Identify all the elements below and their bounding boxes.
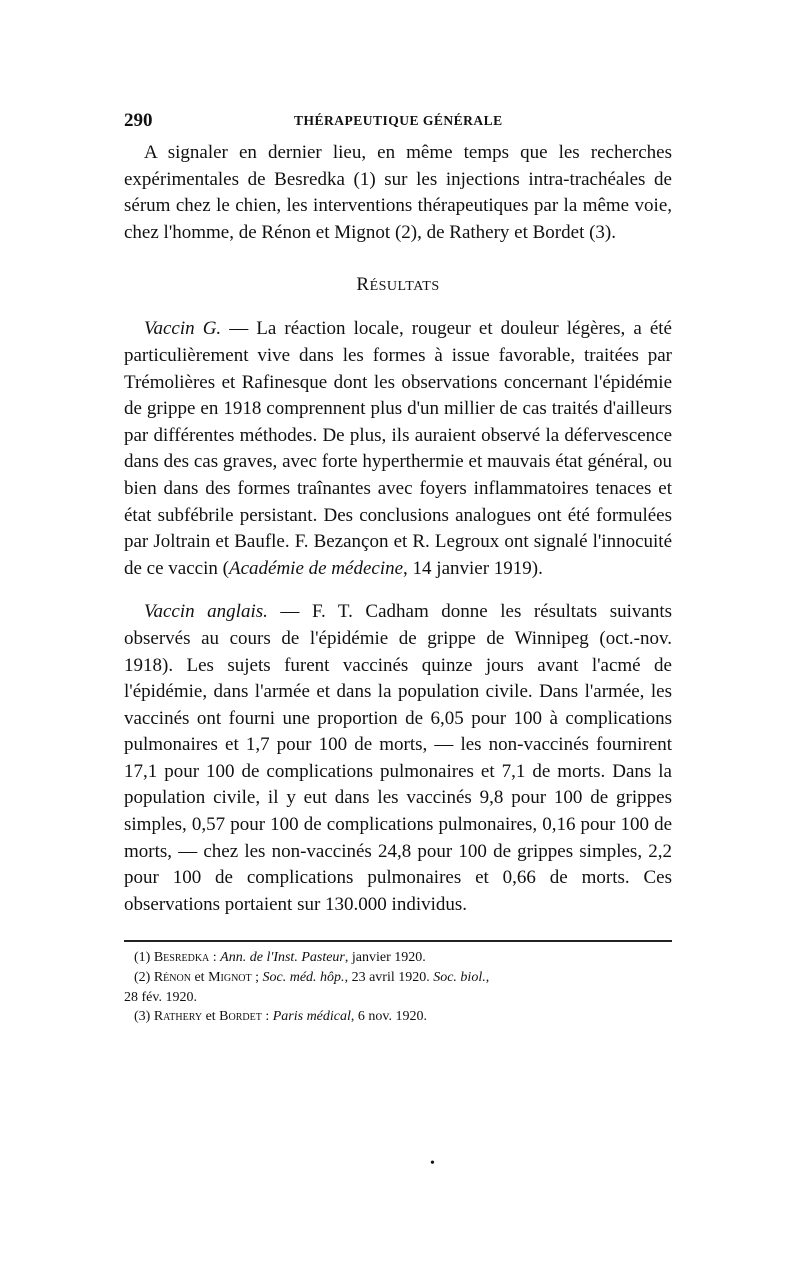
- vaccin-g-label: Vaccin G.: [144, 318, 222, 340]
- vaccin-g-text-end: , 14 janvier 1919).: [403, 557, 543, 579]
- footnote-rest-2: ,: [485, 970, 490, 986]
- page-number: 290: [124, 110, 153, 131]
- heading-spacer: [124, 296, 672, 316]
- section-heading-initial: R: [356, 274, 370, 296]
- footnote-author: Rénon: [153, 970, 191, 986]
- footnote-source: Ann. de l'Inst. Pasteur: [220, 950, 345, 966]
- footnote-number: (3): [134, 1009, 151, 1025]
- footnotes: [124, 948, 672, 1026]
- footnote-connector: et: [190, 970, 209, 986]
- page-header: [124, 110, 672, 140]
- footnote-rest: , 23 avril 1920.: [344, 970, 434, 986]
- footnote-author-2: Bordet: [219, 1009, 262, 1025]
- page: [124, 110, 672, 1027]
- vaccin-anglais-paragraph: [124, 599, 672, 918]
- footnote-separator: :: [261, 1009, 273, 1025]
- footnote-number: (2): [134, 970, 151, 986]
- footnote-separator: :: [209, 950, 221, 966]
- footnote-3: [124, 1007, 672, 1027]
- footnote-rest: , 6 nov. 1920.: [350, 1009, 427, 1025]
- footnote-number: (1): [134, 950, 151, 966]
- footnote-author-2: Mignot: [208, 970, 252, 986]
- footnote-2-continuation: 28 fév. 1920.: [124, 989, 197, 1005]
- section-heading-rest: ÉSULTATS: [369, 279, 440, 295]
- vaccin-g-paragraph: [124, 316, 672, 582]
- footnote-source: Soc. méd. hôp.: [262, 970, 345, 986]
- print-speck: •: [430, 1156, 435, 1171]
- vaccin-anglais-label: Vaccin anglais.: [144, 601, 268, 623]
- footnote-author: Besredka: [153, 950, 210, 966]
- running-title: THÉRAPEUTIQUE GÉNÉRALE: [294, 113, 503, 128]
- footnote-separator: ;: [251, 970, 263, 986]
- vaccin-anglais-text: — F. T. Cadham donne les résultats suivants observés au cours de l'épidémie de grippe de Winnipeg (oct.-nov. 1918). Les sujets furent vaccinés quinze jours avant l'acmé de l'épidémie, dans l'armée et dans la population civile. Dans l'armée, les vaccinés ont fourni une proportion de 6,05 pour 100 à complications pulmonaires et 1,7 pour 100 de morts, — les non-vaccinés fournirent 17,1 pour 100 de complications pulmonaires et 7,1 de morts. Dans la population civile, il y eut dans les vaccinés 9,8 pour 100 de grippes simples, 0,57 pour 100 de complications pulmonaires, 0,16 pour 100 de morts, — chez les non-vaccinés 24,8 pour 100 de grippes simples, 2,2 pour 100 de complications pulmonaires et 0,66 de morts. Ces observations portaient sur 130.000 individus.: [124, 601, 672, 915]
- footnote-rest: , janvier 1920.: [344, 950, 426, 966]
- footnote-author: Rathery: [153, 1009, 203, 1025]
- footnote-connector: et: [202, 1009, 220, 1025]
- intro-paragraph: A signaler en dernier lieu, en même temps que les recherches expérimentales de Besredka (1) sur les injections intra-trachéales de sérum chez le chien, les interventions thérapeutiques par la même voie, chez l'homme, de Rénon et Mignot (2), de Rathery et Bordet (3).: [124, 142, 672, 243]
- vaccin-g-citation: Académie de médecine: [228, 557, 404, 579]
- footnote-rule: [124, 940, 672, 942]
- footnote-source-2: Soc. biol.: [433, 970, 486, 986]
- section-heading: [124, 274, 672, 296]
- footnote-2: [124, 968, 672, 988]
- vaccin-g-text: — La réaction locale, rougeur et douleur légères, a été particulièrement vive dans les formes à issue favorable, traitées par Trémolières et Rafinesque dont les observations concernant l'épidémie de grippe en 1918 comprennent plus d'un millier de cas traités d'ailleurs par différentes méthodes. De plus, ils auraient observé la défervescence dans des cas graves, avec forte hyperthermie et mauvais état général, ou bien dans des formes traînantes avec foyers inflammatoires tenaces et état subfébrile persistant. Des conclusions analogues ont été formulées par Joltrain et Baufle. F. Bezançon et R. Legroux ont signalé l'innocuité de ce vaccin (: [124, 318, 672, 579]
- body-text: [124, 140, 672, 918]
- footnote-1: [124, 948, 672, 968]
- footnote-source: Paris médical: [272, 1009, 351, 1025]
